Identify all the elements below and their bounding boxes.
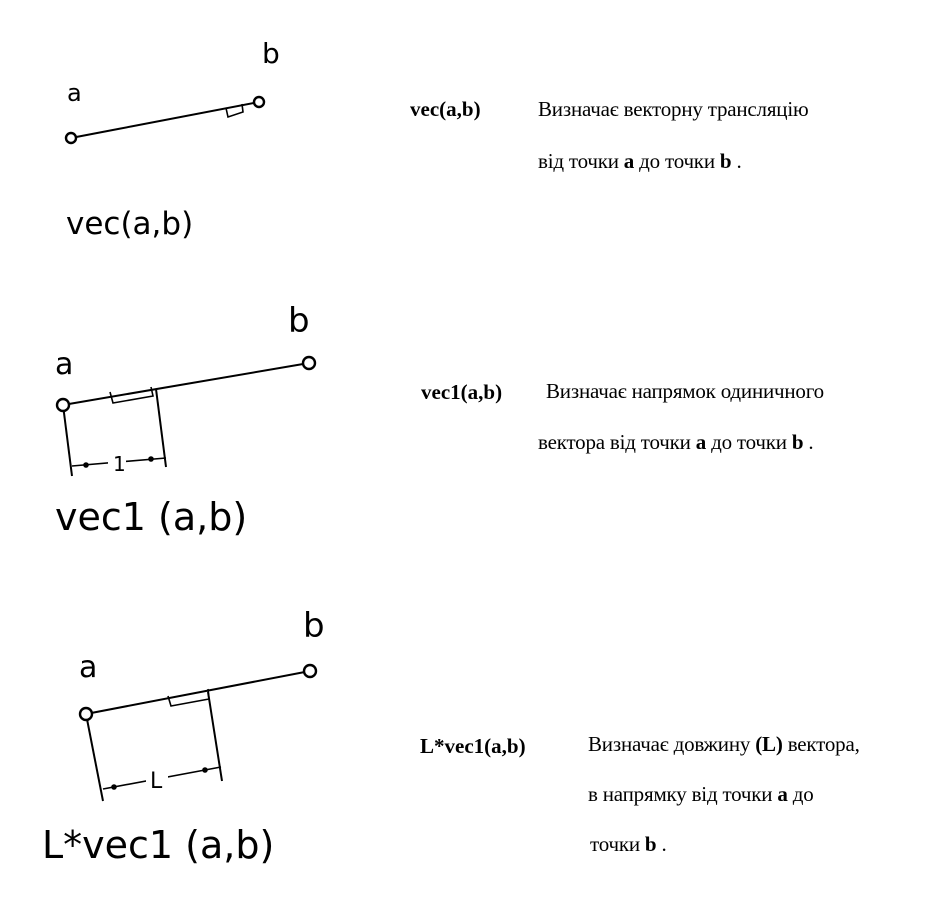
desc-line: [588, 784, 814, 805]
point-b-label: b: [303, 606, 325, 646]
term-l-vec1: L*vec1(a,b): [420, 734, 526, 758]
desc-line: [546, 381, 824, 402]
desc-text: вектора від точки: [538, 430, 696, 454]
desc-text: Визначає довжину: [588, 732, 756, 756]
dimension-dot-left: [83, 462, 89, 468]
desc-line: [538, 151, 742, 172]
desc-text: Визначає векторну трансляцію: [538, 97, 809, 121]
l-vec1-diagram: [42, 606, 325, 867]
desc-text: до: [787, 782, 814, 806]
desc-length: (L): [755, 732, 783, 756]
desc-text: до точки: [634, 149, 720, 173]
desc-text: вектора,: [782, 732, 860, 756]
point-a: [66, 133, 76, 143]
desc-line: [588, 734, 860, 755]
point-a-label: a: [67, 79, 82, 107]
desc-text: до точки: [706, 430, 792, 454]
extension-line-a: [63, 405, 72, 476]
point-a: [57, 399, 69, 411]
term-vec1: vec1(a,b): [421, 380, 503, 404]
diagram-caption: vec1 (a,b): [55, 495, 248, 539]
diagram-caption: L*vec1 (a,b): [42, 823, 275, 867]
point-b: [254, 97, 264, 107]
dimension-dot-right: [202, 767, 208, 773]
desc-line: [538, 432, 813, 453]
point-b-label: b: [288, 301, 310, 341]
point-b: [303, 357, 315, 369]
vec1-diagram: [55, 301, 315, 539]
unit-length-label: 1: [113, 452, 126, 476]
desc-line: [590, 834, 667, 855]
dimension-dot-left: [111, 784, 117, 790]
extension-line-a: [86, 714, 103, 801]
point-b-label: b: [262, 37, 280, 70]
desc-text: від точки: [538, 149, 624, 173]
desc-point-a: a: [623, 149, 635, 173]
desc-text: в напрямку від точки: [588, 782, 778, 806]
extension-line-b: [156, 389, 166, 467]
desc-text: .: [803, 430, 814, 454]
point-a-label: a: [79, 650, 98, 685]
vector-line: [63, 363, 309, 405]
desc-point-b: b: [644, 832, 657, 856]
desc-text: .: [656, 832, 667, 856]
point-a-label: a: [55, 347, 74, 382]
vector-line: [86, 671, 310, 714]
desc-point-a: a: [777, 782, 788, 806]
vec-diagram: [66, 37, 280, 242]
desc-text: Визначає напрямок одиничного: [546, 379, 824, 403]
desc-point-b: b: [791, 430, 804, 454]
desc-text: .: [731, 149, 742, 173]
point-b: [304, 665, 316, 677]
vector-line: [71, 102, 259, 138]
diagram-caption: vec(a,b): [66, 206, 194, 242]
point-a: [80, 708, 92, 720]
desc-line: [538, 99, 808, 120]
dimension-dot-right: [148, 456, 154, 462]
desc-point-a: a: [695, 430, 707, 454]
desc-text: точки: [590, 832, 645, 856]
length-label: L: [150, 769, 163, 794]
term-vec: vec(a,b): [410, 97, 481, 121]
desc-point-b: b: [719, 149, 732, 173]
